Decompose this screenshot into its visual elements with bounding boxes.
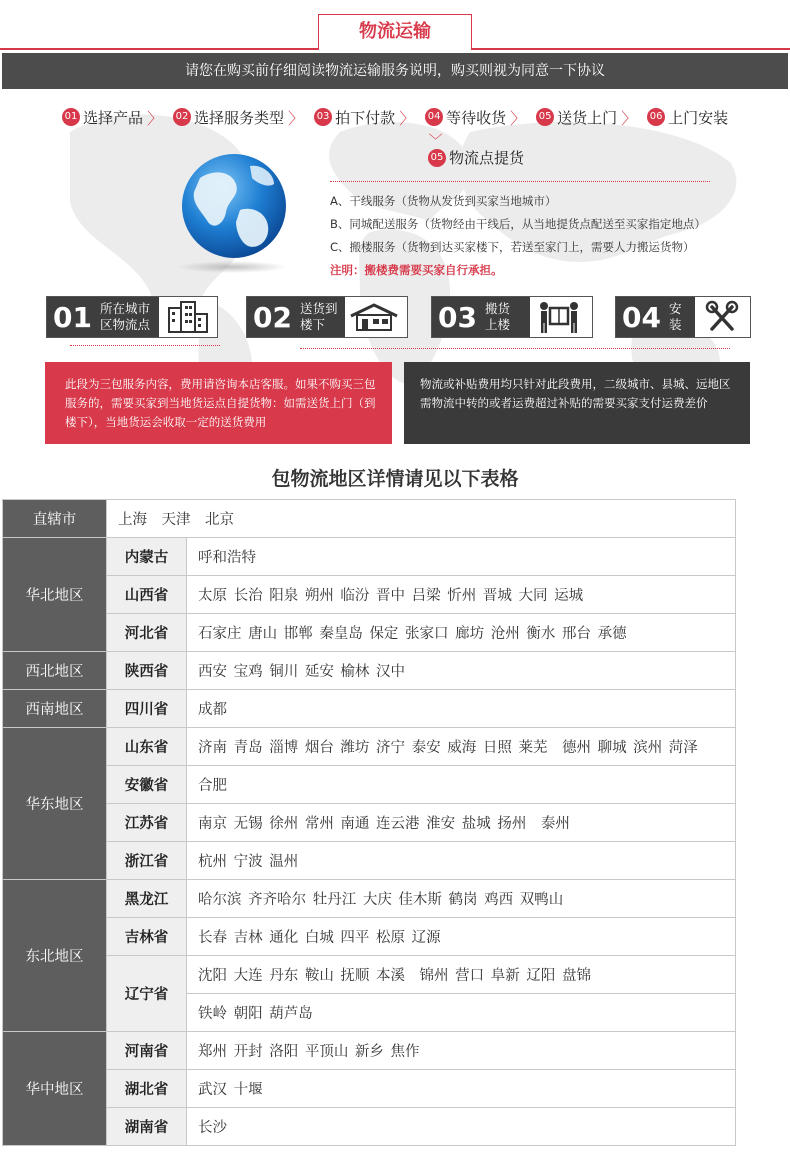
buildings-icon: [159, 297, 217, 337]
step-label: 物流点提货: [449, 149, 525, 167]
region-cell: 东北地区: [3, 880, 107, 1032]
step-1: [62, 106, 169, 129]
region-cell: 华北地区: [3, 538, 107, 652]
stage-line1: 搬货: [484, 301, 510, 316]
stage-box-1: [46, 296, 218, 338]
table-row: [3, 1108, 736, 1146]
cities-cell: 沈阳 大连 丹东 鞍山 抚顺 本溪 锦州 营口 阜新 辽阳 盘锦: [187, 956, 736, 994]
step-label: 送货上门: [557, 108, 618, 127]
step-number: 05: [536, 108, 554, 126]
table-row: [3, 500, 736, 538]
table-row: [3, 842, 736, 880]
step-2: [173, 106, 310, 129]
region-cell: 西南地区: [3, 690, 107, 728]
chevron-right-icon: 〉: [147, 108, 164, 128]
header: [0, 0, 790, 50]
table-row: [3, 1032, 736, 1070]
chevron-down-icon: 〉: [426, 133, 442, 147]
step-5: [536, 106, 643, 129]
stage-box-label: [47, 297, 159, 337]
service-note: 注明：搬楼费需要买家自行承担。: [330, 263, 503, 277]
stage-line1: 送货到: [299, 301, 338, 316]
cities-cell: 石家庄 唐山 邯郸 秦皇岛 保定 张家口 廊坊 沧州 衡水 邢台 承德: [187, 614, 736, 652]
chevron-right-icon: 〉: [510, 108, 527, 128]
service-descriptions: [330, 190, 750, 282]
table-row: [3, 880, 736, 918]
cities-cell: 武汉 十堰: [187, 1070, 736, 1108]
cities-cell: 哈尔滨 齐齐哈尔 牡丹江 大庆 佳木斯 鹤岗 鸡西 双鸭山: [187, 880, 736, 918]
region-cell: 华东地区: [3, 728, 107, 880]
step-number: 05: [428, 149, 446, 167]
table-row: [3, 918, 736, 956]
cities-cell: 铁岭 朝阳 葫芦岛: [187, 994, 736, 1032]
step-number: 01: [62, 108, 80, 126]
cities-cell: 长沙: [187, 1108, 736, 1146]
province-cell: 江苏省: [107, 804, 187, 842]
globe-icon: [170, 150, 300, 275]
step-label: 拍下付款: [335, 108, 396, 127]
three-guarantee-panel: 此段为三包服务内容，费用请咨询本店客服。如果不购买三包服务的，需要买家到当地货运点自提货物：如需送货上门（到楼下），当地货运会收取一定的送货费用: [45, 362, 392, 444]
province-cell: 湖北省: [107, 1070, 187, 1108]
province-cell: 陕西省: [107, 652, 187, 690]
table-row: [3, 690, 736, 728]
stage-box-4: [615, 296, 751, 338]
stage-line2: 楼下: [299, 317, 325, 332]
stage-line1: 安装: [668, 301, 682, 332]
stage-line2: 区物流点: [99, 317, 150, 332]
stage-box-label: [432, 297, 530, 337]
region-cell: 华中地区: [3, 1032, 107, 1146]
province-cell: 山西省: [107, 576, 187, 614]
province-cell: 山东省: [107, 728, 187, 766]
table-row: [3, 804, 736, 842]
step-label: 上门安装: [668, 108, 729, 127]
province-cell: 辽宁省: [107, 956, 187, 1032]
dotted-divider: [300, 348, 730, 349]
table-row: [3, 538, 736, 576]
province-cell: 浙江省: [107, 842, 187, 880]
stage-number: 01: [53, 300, 92, 334]
cities-cell: 杭州 宁波 温州: [187, 842, 736, 880]
tools-icon: [695, 297, 750, 337]
province-cell: 吉林省: [107, 918, 187, 956]
dotted-divider: [330, 181, 710, 182]
stage-number: 04: [622, 300, 661, 334]
cities-cell: 太原 长治 阳泉 朔州 临汾 晋中 吕梁 忻州 晋城 大同 运城: [187, 576, 736, 614]
regions-table: [2, 499, 736, 1146]
movers-icon: [530, 297, 588, 337]
cities-cell: 郑州 开封 洛阳 平顶山 新乡 焦作: [187, 1032, 736, 1070]
step-label: 等待收货: [446, 108, 507, 127]
cities-cell: 长春 吉林 通化 白城 四平 松原 辽源: [187, 918, 736, 956]
cities-cell: 合肥: [187, 766, 736, 804]
chevron-right-icon: 〉: [288, 108, 305, 128]
cities-cell: 济南 青岛 淄博 烟台 潍坊 济宁 泰安 威海 日照 莱芜 德州 聊城 滨州 菏泽: [187, 728, 736, 766]
region-cell: 直辖市: [3, 500, 107, 538]
table-row: [3, 614, 736, 652]
step-3: [314, 106, 421, 129]
service-a: A、干线服务（货物从发货到买家当地城市）: [330, 194, 557, 208]
process-steps: [62, 104, 732, 130]
stage-box-3: [431, 296, 593, 338]
step-alt-pickup: [428, 147, 524, 168]
cities-cell: 西安 宝鸡 铜川 延安 榆林 汉中: [187, 652, 736, 690]
cities-cell: 呼和浩特: [187, 538, 736, 576]
notice-bar: 请您在购买前仔细阅读物流运输服务说明，购买则视为同意一下协议: [2, 53, 788, 89]
stage-box-2: [246, 296, 408, 338]
province-cell: 湖南省: [107, 1108, 187, 1146]
subsidy-panel: 物流或补贴费用均只针对此段费用，二级城市、县城、远地区需物流中转的或者运费超过补贴的需要买家支付运费差价: [404, 362, 750, 444]
table-row: [3, 652, 736, 690]
cities-cell: 成都: [187, 690, 736, 728]
service-b: B、同城配送服务（货物经由干线后，从当地提货点配送至买家指定地点）: [330, 217, 706, 231]
table-row: [3, 728, 736, 766]
step-number: 06: [647, 108, 665, 126]
cities-cell: 上海 天津 北京: [107, 500, 736, 538]
page-title: 物流运输: [318, 14, 472, 50]
stage-box-label: [247, 297, 345, 337]
house-icon: [345, 297, 403, 337]
table-row: [3, 1070, 736, 1108]
table-row: [3, 766, 736, 804]
stage-number: 02: [253, 300, 292, 334]
step-label: 选择产品: [83, 108, 144, 127]
step-6: [647, 107, 728, 128]
service-c: C、搬楼服务（货物到达买家楼下，若送至家门上，需要人力搬运货物）: [330, 240, 695, 254]
step-number: 03: [314, 108, 332, 126]
dotted-divider: [70, 345, 220, 346]
stage-line1: 所在城市: [99, 301, 150, 316]
table-row: [3, 956, 736, 994]
province-cell: 内蒙古: [107, 538, 187, 576]
step-number: 02: [173, 108, 191, 126]
province-cell: 黑龙江: [107, 880, 187, 918]
stage-number: 03: [438, 300, 477, 334]
table-title: 包物流地区详情请见以下表格: [271, 468, 519, 490]
province-cell: 河北省: [107, 614, 187, 652]
stage-line2: 上楼: [484, 317, 510, 332]
stage-box-label: [616, 297, 695, 337]
step-4: [425, 106, 532, 129]
step-number: 04: [425, 108, 443, 126]
province-cell: 河南省: [107, 1032, 187, 1070]
cities-cell: 南京 无锡 徐州 常州 南通 连云港 淮安 盐城 扬州 泰州: [187, 804, 736, 842]
step-label: 选择服务类型: [194, 108, 285, 127]
chevron-right-icon: 〉: [621, 108, 638, 128]
region-cell: 西北地区: [3, 652, 107, 690]
table-row: [3, 576, 736, 614]
province-cell: 四川省: [107, 690, 187, 728]
province-cell: 安徽省: [107, 766, 187, 804]
chevron-right-icon: 〉: [399, 108, 416, 128]
